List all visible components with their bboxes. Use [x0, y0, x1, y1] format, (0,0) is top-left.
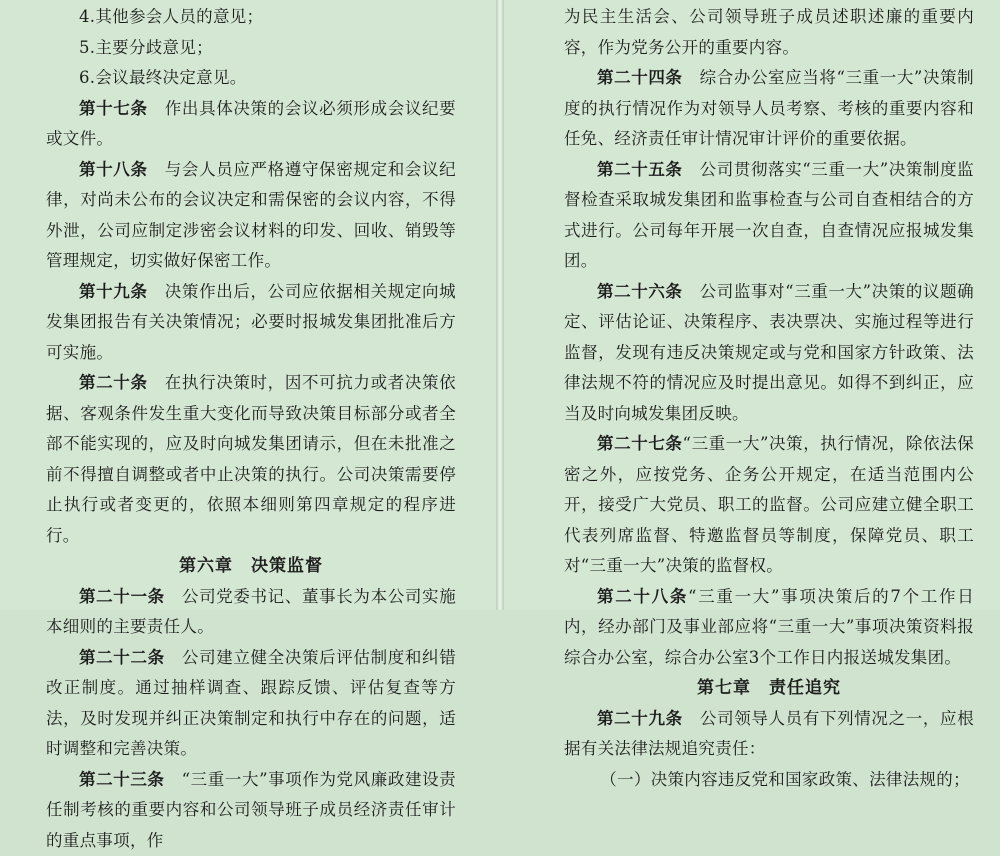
article-number: 第二十二条: [79, 648, 165, 667]
article-number: 第二十三条: [79, 770, 165, 789]
item-text: 6.会议最终决定意见。: [79, 68, 247, 87]
article-number: 第十七条: [79, 99, 148, 118]
article-23: [46, 765, 456, 856]
article-number: 第二十六条: [597, 282, 683, 301]
article-number: 第十九条: [79, 282, 148, 301]
article-number: 第二十条: [79, 373, 148, 392]
item-text: 5.主要分歧意见；: [79, 38, 213, 57]
article-text: “三重一大”事项决策后的7个工作日内，经办部门及事业部应将“三重一大”事项决策资料报综合办公室，综合办公室3个工作日内报送城发集团。: [564, 587, 974, 667]
article-text: 公司建立健全决策后评估制度和纠错改正制度。通过抽样调查、跟踪反馈、评估复查等方法，及时发现并纠正决策制定和执行中存在的问题，适时调整和完善决策。: [46, 648, 456, 759]
article-text: 综合办公室应当将“三重一大”决策制度的执行情况作为对领导人员考察、考核的重要内容和任免、经济责任审计情况审计评价的重要依据。: [564, 68, 974, 148]
article-text: 公司贯彻落实“三重一大”决策制度监督检查采取城发集团和监事检查与公司自查相结合的方式进行。公司每年开展一次自查，自查情况应报城发集团。: [564, 160, 974, 271]
article-text: “三重一大”决策，执行情况，除依法保密之外，应按党务、企务公开规定，在适当范围内公开，接受广大党员、职工的监督。公司应建立健全职工代表列席监督、特邀监督员等制度，保障党员、职工对“三重一大”决策的监督权。: [564, 434, 974, 575]
article-28: [564, 582, 974, 674]
article-19: [46, 277, 456, 369]
article-27: [564, 429, 974, 582]
article-26: [564, 277, 974, 430]
chapter-heading: 第六章 决策监督: [46, 551, 456, 582]
article-text: 公司领导人员有下列情况之一，应根据有关法律法规追究责任：: [564, 709, 974, 759]
article-18: [46, 155, 456, 277]
list-item: [46, 33, 456, 64]
article-29: [564, 704, 974, 765]
left-page: [0, 0, 496, 610]
article-21: [46, 582, 456, 643]
article-text: 与会人员应严格遵守保密规定和会议纪律，对尚未公布的会议决定和需保密的会议内容，不得外泄，公司应制定涉密会议材料的印发、回收、销毁等管理规定，切实做好保密工作。: [46, 160, 456, 271]
chapter-heading: 第七章 责任追究: [564, 673, 974, 704]
article-20: [46, 368, 456, 551]
article-number: 第二十七条: [597, 434, 683, 453]
continued-text: 为民主生活会、公司领导班子成员述职述廉的重要内容，作为党务公开的重要内容。: [564, 2, 974, 63]
list-item: [46, 2, 456, 33]
right-page-text: [564, 2, 974, 795]
article-24: [564, 63, 974, 155]
book-gutter: [496, 0, 504, 610]
article-text: 公司党委书记、董事长为本公司实施本细则的主要责任人。: [46, 587, 456, 637]
article-text: “三重一大”事项作为党风廉政建设责任制考核的重要内容和公司领导班子成员经济责任审计的重点事项，作: [46, 770, 456, 850]
article-number: 第十八条: [79, 160, 148, 179]
article-number: 第二十四条: [597, 68, 683, 87]
article-22: [46, 643, 456, 765]
list-item: （一）决策内容违反党和国家政策、法律法规的；: [564, 765, 974, 796]
article-17: [46, 94, 456, 155]
list-item: [46, 63, 456, 94]
article-number: 第二十九条: [597, 709, 683, 728]
article-number: 第二十一条: [79, 587, 165, 606]
item-text: 4.其他参会人员的意见；: [79, 7, 263, 26]
article-25: [564, 155, 974, 277]
article-number: 第二十五条: [597, 160, 683, 179]
article-text: 在执行决策时，因不可抗力或者决策依据、客观条件发生重大变化而导致决策目标部分或者全部不能实现的，应及时向城发集团请示，但在未批准之前不得擅自调整或者中止决策的执行。公司决策需要停止执行或者变更的，依照本细则第四章规定的程序进行。: [46, 373, 456, 545]
left-page-text: [46, 2, 456, 856]
article-text: 作出具体决策的会议必须形成会议纪要或文件。: [46, 99, 456, 149]
article-text: 决策作出后，公司应依据相关规定向城发集团报告有关决策情况；必要时报城发集团批准后方可实施。: [46, 282, 456, 362]
article-number: 第二十八条: [597, 587, 688, 606]
right-page: [504, 0, 1000, 610]
article-text: 公司监事对“三重一大”决策的议题确定、评估论证、决策程序、表决票决、实施过程等进行监督，发现有违反决策规定或与党和国家方针政策、法律法规不符的情况应及时提出意见。如得不到纠正，应当及时向城发集团反映。: [564, 282, 974, 423]
